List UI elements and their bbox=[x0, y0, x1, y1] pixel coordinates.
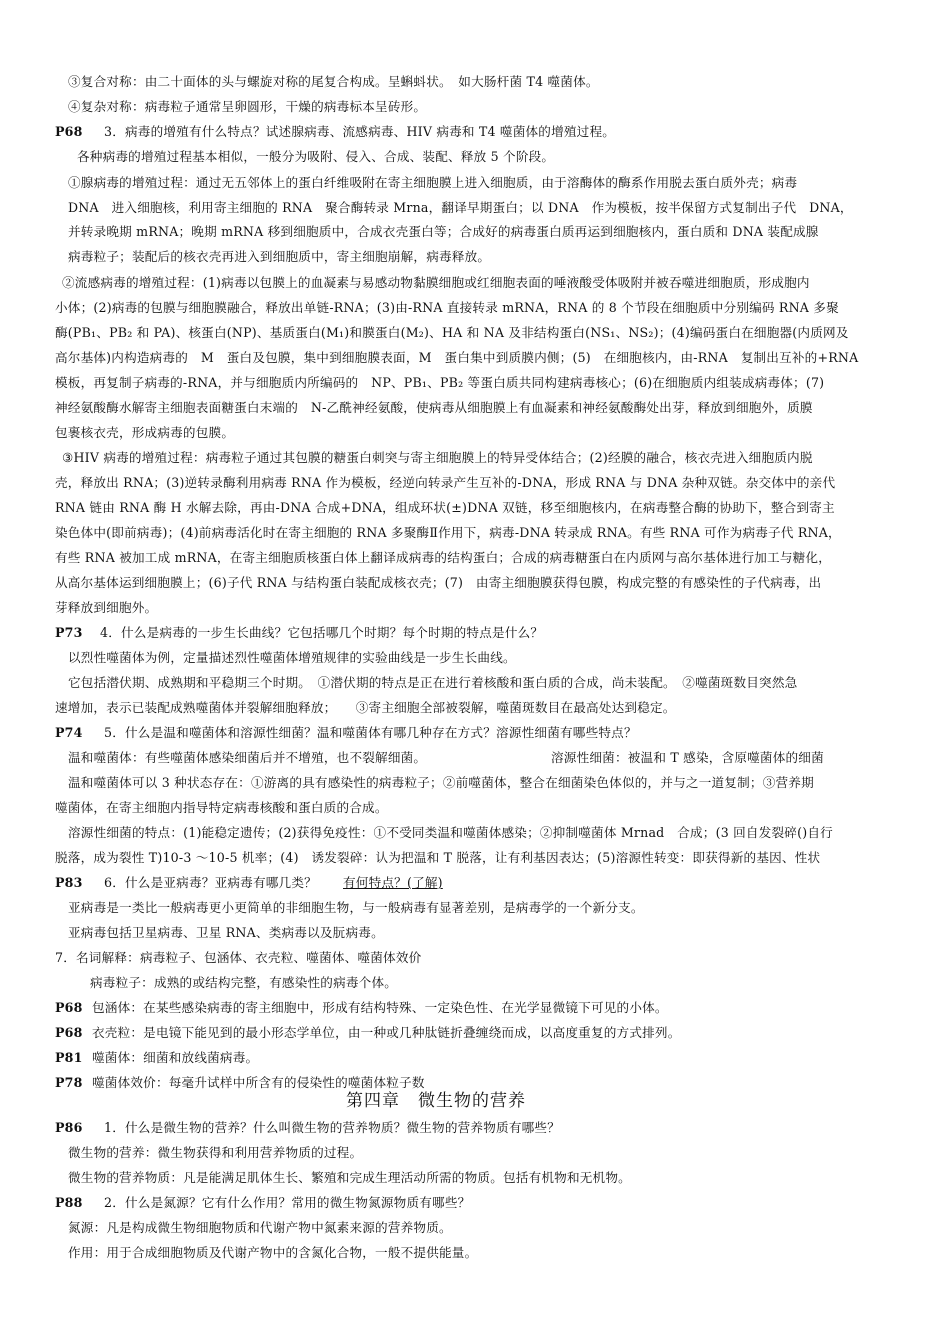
text-line: 温和噬菌体：有些噬菌体感染细菌后并不增殖，也不裂解细菌。 bbox=[68, 750, 427, 765]
text-line: 7．名词解释：病毒粒子、包涵体、衣壳粒、噬菌体、噬菌体效价 bbox=[55, 950, 422, 965]
text-line: 芽释放到细胞外。 bbox=[55, 600, 158, 615]
text-line: RNA 链由 RNA 酶 H 水解去除，再由-DNA 合成+DNA，组成环状(±)DNA 双链，移至细胞核内，在病毒整合酶的协助下，整合到寄主 bbox=[55, 500, 835, 515]
text-line: ②流感病毒的增殖过程：(1)病毒以包膜上的血凝素与易感动物黏膜细胞或红细胞表面的唾液酸受体吸附并被吞噬进细胞质，形成胞内 bbox=[62, 275, 810, 290]
page-ref: P73 bbox=[55, 625, 83, 640]
text-line: 并转录晚期 mRNA；晚期 mRNA 移到细胞质中，合成衣壳蛋白等；合成好的病毒蛋白质再运到细胞核内，蛋白质和 DNA 装配成腺 bbox=[68, 224, 819, 239]
text-line: 微生物的营养物质：凡是能满足肌体生长、繁殖和完成生理活动所需的物质。包括有机物和无机物。 bbox=[68, 1170, 631, 1185]
text-line: 各种病毒的增殖过程基本相似，一般分为吸附、侵入、合成、装配、释放 5 个阶段。 bbox=[77, 149, 555, 164]
question-line: 6．什么是亚病毒？亚病毒有哪几类？ bbox=[104, 875, 317, 890]
text-line: 溶源性细菌：被温和 T 感染，含原噬菌体的细菌 bbox=[551, 750, 824, 765]
text-line: 溶源性细菌的特点：(1)能稳定遗传；(2)获得免疫性：①不受同类温和噬菌体感染；②抑制噬菌体 Mrnad 合成；(3 回自发裂碎()自行 bbox=[68, 825, 833, 840]
text-line: 氮源：凡是构成微生物细胞物质和代谢产物中氮素来源的营养物质。 bbox=[68, 1220, 452, 1235]
page-ref: P74 bbox=[55, 725, 83, 740]
text-line: 它包括潜伏期、成熟期和平稳期三个时期。 ①潜伏期的特点是正在进行着核酸和蛋白质的合成，尚未装配。 ②噬菌斑数目突然急 bbox=[68, 675, 798, 690]
text-line: 神经氨酸酶水解寄主细胞表面糖蛋白末端的 N-乙酰神经氨酸，使病毒从细胞膜上有血凝素和神经氨酸酶处出芽，释放到细胞外，质膜 bbox=[55, 400, 813, 415]
page-ref: P68 bbox=[55, 124, 83, 139]
text-line: 染色体中(即前病毒)；(4)前病毒活化时在寄主细胞的 RNA 多聚酶Ⅱ作用下，病毒-DNA 转录成 RNA。有些 RNA 可作为病毒子代 RNA， bbox=[55, 525, 841, 540]
text-line: 作用：用于合成细胞物质及代谢产物中的含氮化合物，一般不提供能量。 bbox=[68, 1245, 478, 1260]
text-line: 脱落，成为裂性 T)10-3 ～10-5 机率；(4) 诱发裂碎：认为把温和 T 脱落，让有利基因表达；(5)溶源性转变：即获得新的基因、性状 bbox=[55, 850, 821, 865]
text-line: 小体；(2)病毒的包膜与细胞膜融合，释放出单链-RNA；(3)由-RNA 直接转录 mRNA，RNA 的 8 个节段在细胞质中分别编码 RNA 多聚 bbox=[55, 300, 839, 315]
text-line: 病毒粒子；装配后的核衣壳再进入到细胞质中，寄主细胞崩解，病毒释放。 bbox=[68, 249, 491, 264]
text-line: 病毒粒子：成熟的或结构完整，有感染性的病毒个体。 bbox=[90, 975, 398, 990]
page-ref: P83 bbox=[55, 875, 83, 890]
text-line: 噬菌体，在寄主细胞内指导特定病毒核酸和蛋白质的合成。 bbox=[55, 800, 388, 815]
page-ref: P78 bbox=[55, 1075, 83, 1090]
text-line: 包裹核衣壳，形成病毒的包膜。 bbox=[55, 425, 235, 440]
text-line: 衣壳粒：是电镜下能见到的最小形态学单位，由一种或几种肽链折叠缠绕而成，以高度重复的方式排列。 bbox=[92, 1025, 681, 1040]
page-ref: P86 bbox=[55, 1120, 83, 1135]
underlined-text: 有何特点？(了解) bbox=[343, 875, 443, 890]
text-line: 壳，释放出 RNA；(3)逆转录酶利用病毒 RNA 作为模板，经逆向转录产生互补的-DNA，形成 RNA 与 DNA 杂种双链。杂交体中的亲代 bbox=[55, 475, 836, 490]
text-line: ③HIV 病毒的增殖过程：病毒粒子通过其包膜的糖蛋白刺突与寄主细胞膜上的特异受体结合；(2)经膜的融合，核衣壳进入细胞质内脱 bbox=[62, 450, 813, 465]
text-line: 噬菌体：细菌和放线菌病毒。 bbox=[92, 1050, 259, 1065]
page-ref: P68 bbox=[55, 1000, 83, 1015]
text-line: 温和噬菌体可以 3 种状态存在：①游离的具有感染性的病毒粒子；②前噬菌体，整合在细菌染色体似的，并与之一道复制；③营养期 bbox=[68, 775, 814, 790]
page-ref: P68 bbox=[55, 1025, 83, 1040]
text-line: 有些 RNA 被加工成 mRNA，在寄主细胞质核蛋白体上翻译成病毒的结构蛋白；合成的病毒糖蛋白在内质网与高尔基体进行加工与糖化， bbox=[55, 550, 832, 565]
text-line: ④复杂对称：病毒粒子通常呈卵圆形，干燥的病毒标本呈砖形。 bbox=[68, 99, 427, 114]
text-line: 亚病毒是一类比一般病毒更小更简单的非细胞生物，与一般病毒有显著差别，是病毒学的一个新分支。 bbox=[68, 900, 644, 915]
text-line: 包涵体：在某些感染病毒的寄主细胞中，形成有结构特殊、一定染色性、在光学显微镜下可见的小体。 bbox=[92, 1000, 668, 1015]
question-line: 5．什么是温和噬菌体和溶源性细菌？温和噬菌体有哪几种存在方式？溶源性细菌有哪些特点？ bbox=[104, 725, 637, 740]
text-line: ①腺病毒的增殖过程：通过无五邻体上的蛋白纤维吸附在寄主细胞膜上进入细胞质，由于溶酶体的酶系作用脱去蛋白质外壳；病毒 bbox=[68, 175, 798, 190]
text-line: ③复合对称：由二十面体的头与螺旋对称的尾复合构成。呈蝌蚪状。 如大肠杆菌 T4 噬菌体。 bbox=[68, 74, 599, 89]
chapter-heading: 第四章 微生物的营养 bbox=[346, 1091, 526, 1111]
text-line: 速增加，表示已装配成熟噬菌体并裂解细胞释放； ③寄主细胞全部被裂解，噬菌斑数目在最高处达到稳定。 bbox=[55, 700, 676, 715]
text-line: 噬菌体效价：每毫升试样中所含有的侵染性的噬菌体粒子数 bbox=[92, 1075, 425, 1090]
page-ref: P81 bbox=[55, 1050, 83, 1065]
text-line: 高尔基体)内构造病毒的 M 蛋白及包膜，集中到细胞膜表面，M 蛋白集中到质膜内侧；(5) 在细胞核内，由-RNA 复制出互补的+RNA bbox=[55, 350, 859, 365]
text-line: 模板，再复制子病毒的-RNA，并与细胞质内所编码的 NP、PB₁、PB₂ 等蛋白质共同构建病毒核心；(6)在细胞质内组装成病毒体；(7) bbox=[55, 375, 825, 390]
page-ref: P88 bbox=[55, 1195, 83, 1210]
text-line: 以烈性噬菌体为例，定量描述烈性噬菌体增殖规律的实验曲线是一步生长曲线。 bbox=[68, 650, 516, 665]
text-line: DNA 进入细胞核，利用寄主细胞的 RNA 聚合酶转录 Mrna，翻译早期蛋白；以 DNA 作为模板，按半保留方式复制出子代 DNA， bbox=[68, 200, 853, 215]
question-line: 3．病毒的增殖有什么特点？试述腺病毒、流感病毒、HIV 病毒和 T4 噬菌体的增殖过程。 bbox=[104, 124, 616, 139]
question-line: 1．什么是微生物的营养？什么叫微生物的营养物质？微生物的营养物质有哪些？ bbox=[104, 1120, 560, 1135]
question-line bbox=[343, 873, 443, 893]
question-line: 4．什么是病毒的一步生长曲线？它包括哪几个时期？每个时期的特点是什么？ bbox=[100, 625, 544, 640]
text-line: 微生物的营养：微生物获得和利用营养物质的过程。 bbox=[68, 1145, 363, 1160]
text-line: 亚病毒包括卫星病毒、卫星 RNA、类病毒以及朊病毒。 bbox=[68, 925, 384, 940]
question-line: 2．什么是氮源？它有什么作用？常用的微生物氮源物质有哪些？ bbox=[104, 1195, 471, 1210]
text-line: 从高尔基体运到细胞膜上；(6)子代 RNA 与结构蛋白装配成核衣壳；(7) 由寄主细胞膜获得包膜，构成完整的有感染性的子代病毒，出 bbox=[55, 575, 822, 590]
text-line: 酶(PB₁、PB₂ 和 PA)、核蛋白(NP)、基质蛋白(M₁)和膜蛋白(M₂)、HA 和 NA 及非结构蛋白(NS₁、NS₂)；(4)编码蛋白在细胞器(内质网及 bbox=[55, 325, 849, 340]
